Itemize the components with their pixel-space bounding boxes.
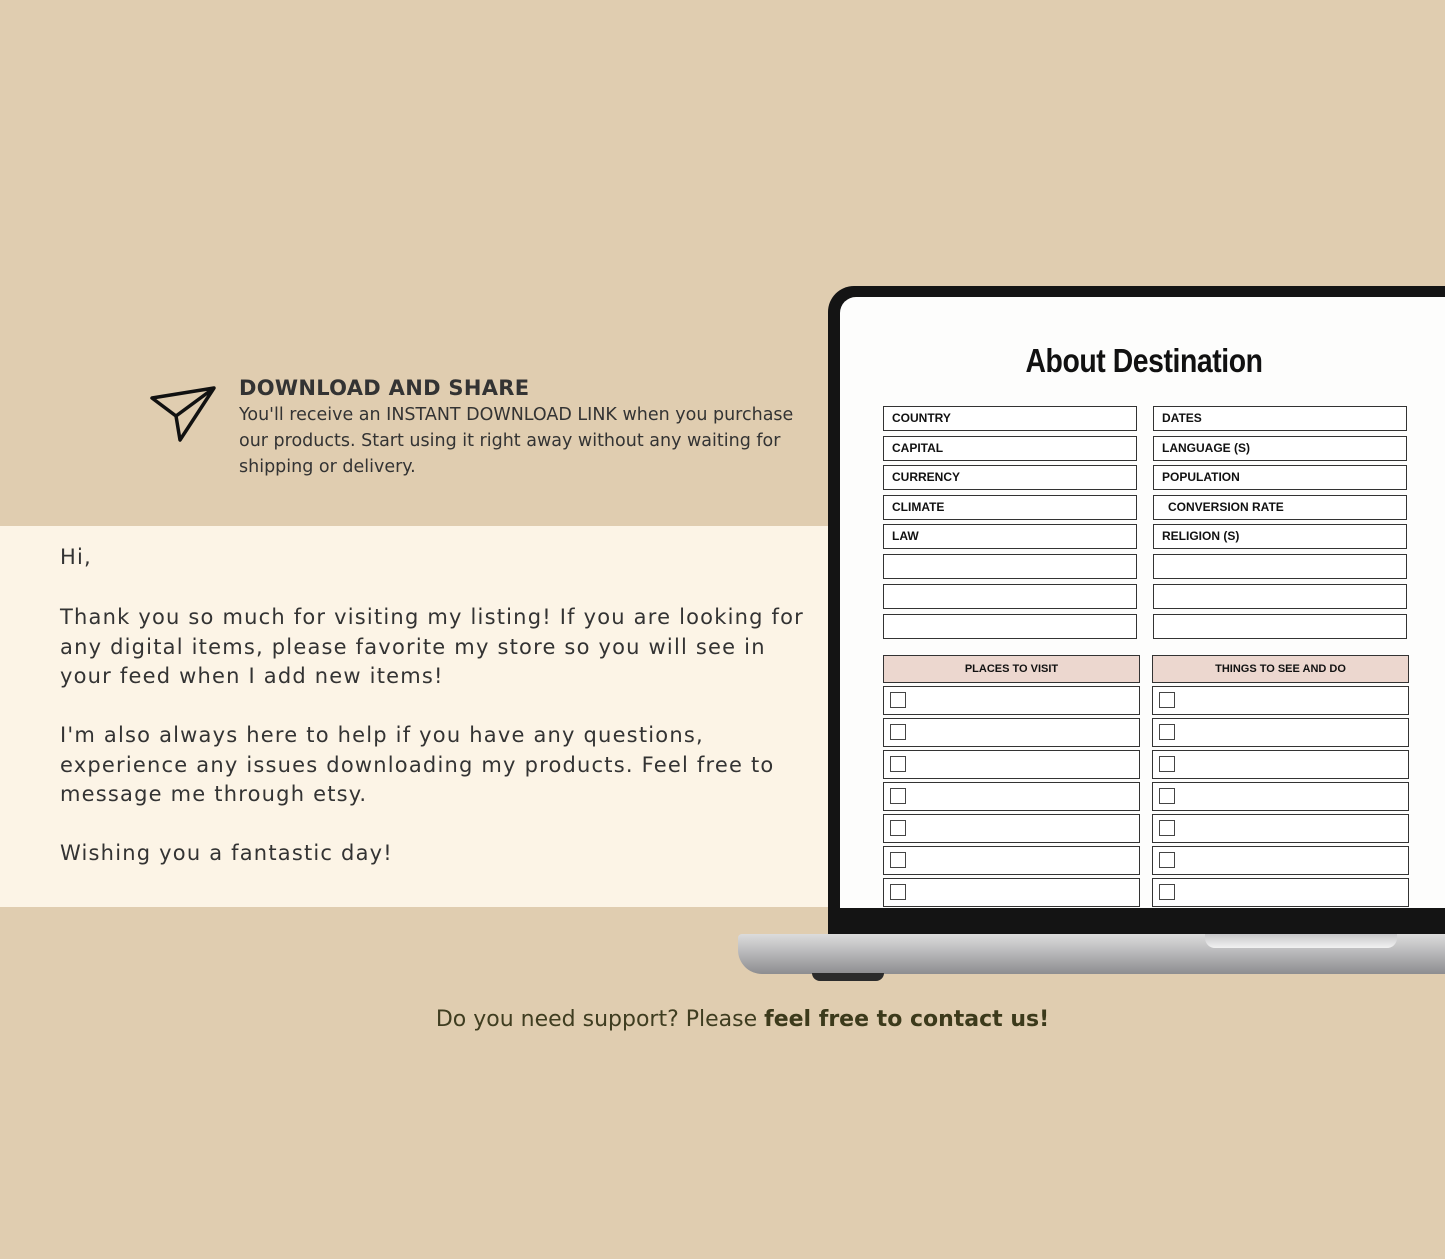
document-title: About Destination: [1025, 342, 1263, 379]
places-checklist-row: [883, 686, 1140, 715]
feature-title: DOWNLOAD AND SHARE: [239, 376, 530, 400]
laptop-trackpad-notch: [1205, 934, 1397, 948]
feature-description: You'll receive an INSTANT DOWNLOAD LINK when you purchase our products. Start using it right away without any waiting for shipping or delivery.: [239, 405, 794, 477]
things-checklist-row: [1152, 846, 1409, 875]
checkbox: [1159, 724, 1175, 740]
things-checklist-row: [1152, 686, 1409, 715]
field-blank: [883, 554, 1137, 579]
field-currency: CURRENCY: [883, 465, 1137, 490]
field-blank: [883, 584, 1137, 609]
places-checklist-row: [883, 750, 1140, 779]
field-country: COUNTRY: [883, 406, 1137, 431]
checkbox: [890, 788, 906, 804]
checkbox: [1159, 820, 1175, 836]
message-panel: [0, 526, 828, 907]
places-checklist-row: [883, 814, 1140, 843]
things-checklist-row: [1152, 878, 1409, 907]
support-line: [0, 1007, 1445, 1032]
checkbox: [890, 852, 906, 868]
places-to-visit-header: PLACES TO VISIT: [883, 655, 1140, 683]
places-checklist-row: [883, 782, 1140, 811]
field-law: LAW: [883, 524, 1137, 549]
things-to-see-header: THINGS TO SEE AND DO: [1152, 655, 1409, 683]
field-religion: RELIGION (S): [1153, 524, 1407, 549]
field-dates: DATES: [1153, 406, 1407, 431]
things-checklist-row: [1152, 814, 1409, 843]
checkbox: [890, 756, 906, 772]
field-climate: CLIMATE: [883, 495, 1137, 520]
checkbox: [890, 724, 906, 740]
field-conversion-rate: CONVERSION RATE: [1153, 495, 1407, 520]
field-blank: [1153, 584, 1407, 609]
support-text: Do you need support? Please: [435, 1007, 765, 1032]
field-capital: CAPITAL: [883, 436, 1137, 461]
paper-plane-icon: [150, 380, 218, 444]
laptop-screen: [840, 297, 1445, 908]
message-greeting: Hi,: [60, 545, 92, 569]
message-paragraph-2: I'm also always here to help if you have any questions, experience any issues downloading my products. Feel free to message me through etsy.: [60, 723, 775, 806]
message-paragraph-1: Thank you so much for visiting my listing! If you are looking for any digital items, please favorite my store so you will see in your feed when I add new items!: [60, 605, 804, 688]
places-checklist-row: [883, 878, 1140, 907]
checkbox: [1159, 852, 1175, 868]
field-blank: [1153, 614, 1407, 639]
laptop-foot: [812, 973, 884, 981]
places-checklist-row: [883, 718, 1140, 747]
checkbox: [890, 820, 906, 836]
field-population: POPULATION: [1153, 465, 1407, 490]
field-language: LANGUAGE (S): [1153, 436, 1407, 461]
field-blank: [1153, 554, 1407, 579]
field-blank: [883, 614, 1137, 639]
checkbox: [1159, 756, 1175, 772]
checkbox: [1159, 788, 1175, 804]
checkbox: [890, 692, 906, 708]
checkbox: [1159, 884, 1175, 900]
checkbox: [1159, 692, 1175, 708]
things-checklist-row: [1152, 782, 1409, 811]
things-checklist-row: [1152, 718, 1409, 747]
things-checklist-row: [1152, 750, 1409, 779]
places-checklist-row: [883, 846, 1140, 875]
checkbox: [890, 884, 906, 900]
contact-link[interactable]: feel free to contact us!: [764, 1007, 1050, 1032]
message-closing: Wishing you a fantastic day!: [60, 841, 393, 865]
